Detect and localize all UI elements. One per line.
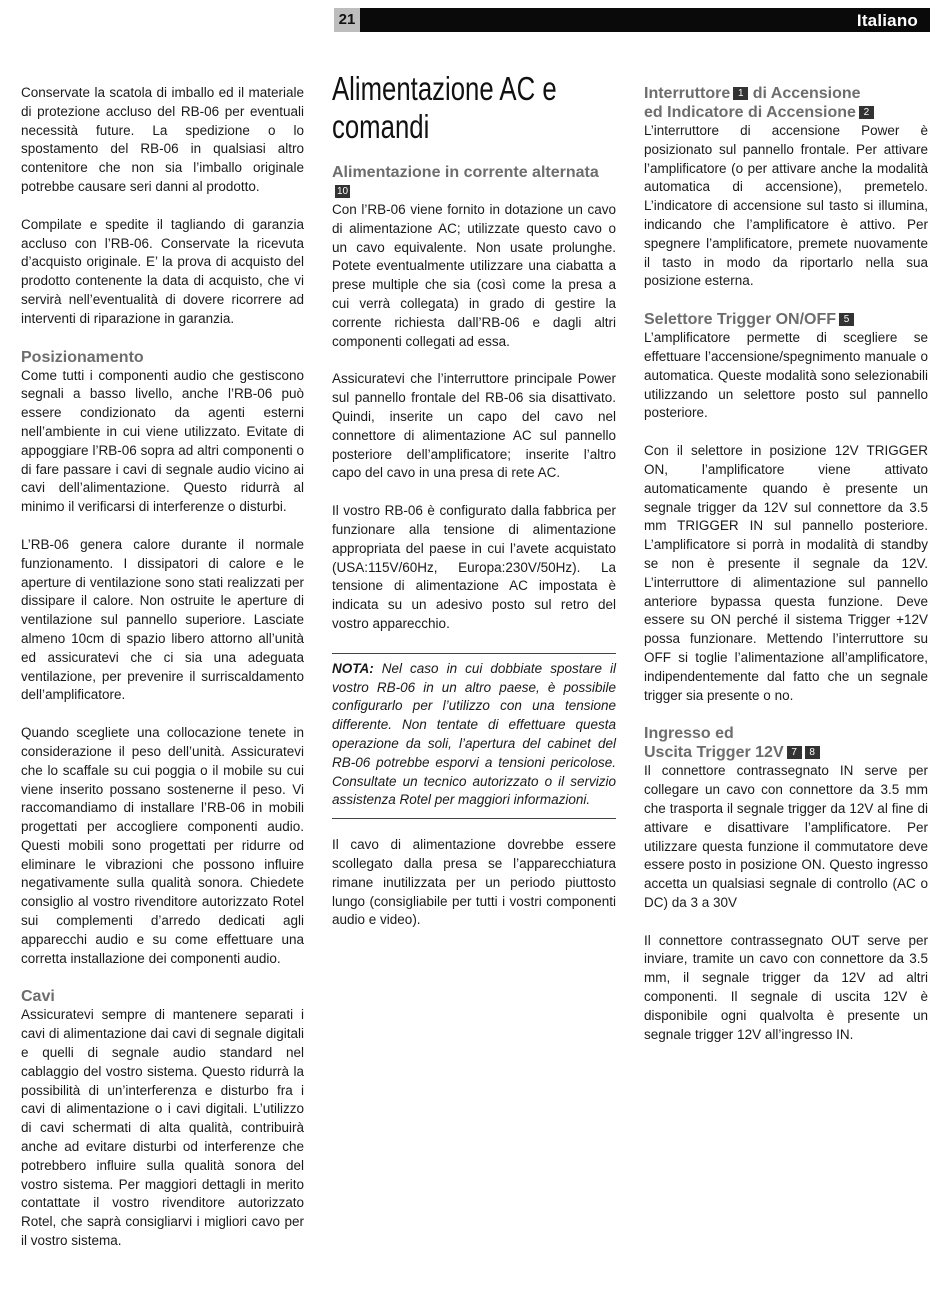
paragraph: Il vostro RB-06 è configurato dalla fabbrica per funzionare alla tensione di alimentazione appropriata del paese in cui l’avete acquistato (USA:115V/60Hz, Europa:230V/50Hz). La tensione di alimentazione AC impostata è indicata su un adesivo posto sul retro del vostro apparecchio. [332, 503, 616, 631]
note-box [332, 653, 616, 819]
page-title: Alimentazione AC e comandi [332, 70, 557, 145]
callout-number-badge: 5 [839, 313, 854, 326]
paragraph: L’interruttore di accensione Power è posizionato sul pannello frontale. Per attivare l’amplificatore (o per attivare anche la modalità automatica di accensione), premetelo. L’indicatore di accensione sul tasto si illumina, indicando che l’amplificatore è attivo. Per spegnere l’amplificatore, premete nuovamente il tasto in modo da riportarlo nella sua posizione esterna. [644, 123, 928, 289]
paragraph: Assicuratevi sempre di mantenere separati i cavi di alimentazione dai cavi di segnale digitali e quelli di segnale audio standard nel cablaggio del vostro sistema. Questo ridurrà la possibilità di un’interferenza e disturbo fra i cavi di alimentazione o i cavi digitali. L’utilizzo di cavi schermati di alta qualità, contribuirà anche ad evitare disturbi od interferenze che potrebbero influire sulla qualità sonora del vostro sistema. Per maggiori dettagli in merito contattate il vostro rivenditore autorizzato Rotel, che saprà consigliarvi i migliori cavo per il vostro sistema. [21, 1007, 304, 1249]
note-label: NOTA: [332, 660, 374, 676]
callout-number-badge: 1 [733, 87, 748, 100]
heading-text: Interruttore [644, 85, 731, 102]
heading-text: ed Indicatore di Accensione [644, 104, 856, 121]
section-heading-trigger-io [644, 724, 928, 762]
paragraph: Conservate la scatola di imballo ed il materiale di protezione accluso del RB-06 per eventuali necessità future. La spedizione o lo spostamento del RB-06 in qualsiasi altro contenitore che non sia l’imballo originale potrebbe causare seri danni al prodotto. [21, 85, 304, 194]
section-heading-power-switch [644, 84, 928, 122]
header-bar [334, 8, 930, 32]
paragraph: L’amplificatore permette di scegliere se effettuare l’accensione/spegnimento manuale o automatica. Queste modalità sono selezionabili utilizzando un selettore posto sul pannello posteriore. [644, 330, 928, 421]
note-paragraph [332, 660, 616, 810]
right-column [644, 84, 928, 1063]
note-text: Nel caso in cui dobbiate spostare il vostro RB-06 in un altro paese, è possibile configurarlo per l’utilizzo con una tensione differente. Non tentate di effettuare questa operazione da soli, l’apertura del cabinet del RB-06 potrebbe esporvi a tensioni pericolose. Consultate un tecnico autorizzato o il servizio assistenza Rotel per maggiori informazioni. [332, 660, 616, 808]
page-number: 21 [334, 8, 360, 32]
section-heading-trigger-selector [644, 310, 928, 329]
paragraph: Con il selettore in posizione 12V TRIGGER ON, l’amplificatore viene attivato automaticamente quando è presente un segnale trigger da 12V sul connettore da 3.5 mm TRIGGER IN sul pannello posteriore. L’amplificatore si porrà in modalità di standby se non è presente il segnale da 12V. L’interruttore di alimentazione sul pannello anteriore bypassa questa funzione. Deve essere su ON perché il sistema Trigger +12V possa funzionare. Mettendo l’interruttore su OFF si toglie l’alimentazione all’amplificatore, indipendentemente dal fatto che un segnale trigger sia presente o no. [644, 443, 928, 703]
left-column [21, 84, 304, 1270]
middle-column [332, 70, 616, 949]
heading-text: Selettore Trigger ON/OFF [644, 311, 837, 329]
section-heading-positioning: Posizionamento [21, 348, 144, 366]
section-heading-ac-power [332, 163, 616, 201]
paragraph: Con l’RB-06 viene fornito in dotazione un cavo di alimentazione AC; utilizzate questo cavo o un cavo equivalente. Non usate prolunghe. Potete eventualmente utilizzare una ciabatta a prese multiple che sia (così come la presa a cui verrà collegata) in grado di gestire la corrente richiesta dall’RB-06 e dagli altri componenti collegati ad essa. [332, 202, 616, 349]
paragraph: Il cavo di alimentazione dovrebbe essere scollegato dalla presa se l’apparecchiatura rimane inutilizzata per un periodo piuttosto lungo (consigliabile per tutti i vostri componenti audio e video). [332, 837, 616, 928]
paragraph: Compilate e spedite il tagliando di garanzia accluso con l’RB-06. Conservate la ricevuta d’acquisto originale. E’ la prova di acquisto del prodotto contenente la data di acquisto, che vi servirà nell’eventualità di dovere ricorrere ad interventi di riparazione in garanzia. [21, 216, 304, 326]
paragraph: L’RB-06 genera calore durante il normale funzionamento. I dissipatori di calore e le aperture di ventilazione sono stati realizzati per dissipare il calore. Non ostruite le aperture di ventilazione sul pannello superiore. Lasciate almeno 10cm di spazio libero attorno all’unità ed assicuratevi che ci sia una adeguata ventilazione, per prevenire il surriscaldamento dell’amplificatore. [21, 536, 304, 703]
heading-text: Alimentazione in corrente alternata [332, 164, 599, 181]
callout-number-badge: 8 [805, 746, 820, 759]
paragraph: Il connettore contrassegnato IN serve per collegare un cavo con connettore da 3.5 mm che trasporta il segnale trigger da 12V al fine di attivare e disattivare l’amplificatore. Per utilizzare questa funzione il commutatore deve essere posto in posizione ON. Questo ingresso accetta un qualsiasi segnale di controllo (AC o DC) da 3 a 30V [644, 763, 928, 910]
callout-number-badge: 7 [787, 746, 802, 759]
language-label: Italiano [856, 11, 918, 30]
heading-text: di Accensione [752, 85, 861, 102]
section-heading-cables: Cavi [21, 988, 55, 1006]
paragraph: Quando scegliete una collocazione tenete in considerazione il peso dell’unità. Assicuratevi che lo scaffale su cui poggia o il mobile su cui viene inserito possano sostenerne il peso. Vi raccomandiamo di installare l’RB-06 in mobili progettati per accogliere componenti audio. Questi mobili sono progettati per ridurre od eliminare le vibrazioni che possono influire negativamente sulla qualità sonora. Chiedete consiglio al vostro rivenditore autorizzato Rotel sui complementi d’arredo dedicati agli apparecchi audio e su come effettuare una corretta installazione dei componenti audio. [21, 725, 304, 966]
heading-text: Uscita Trigger 12V [644, 744, 784, 762]
callout-number-badge: 2 [859, 106, 874, 119]
heading-text: Ingresso ed [644, 725, 734, 743]
paragraph: Il connettore contrassegnato OUT serve per inviare, tramite un cavo con connettore da 3.5 mm, il segnale trigger da 12V ad altri componenti. Il segnale di uscita 12V è disponibile ogni qualvolta è presente un segnale trigger 12V all’ingresso IN. [644, 932, 928, 1042]
paragraph: Assicuratevi che l’interruttore principale Power sul pannello frontale del RB-06 sia disattivato. Quindi, inserite un capo del cavo nel connettore di alimentazione AC sul pannello posteriore dell’amplificatore; inserite l’altro capo del cavo in una presa di rete AC. [332, 371, 616, 481]
callout-number-badge: 10 [336, 186, 349, 197]
paragraph: Come tutti i componenti audio che gestiscono segnali a basso livello, anche l’RB-06 può essere condizionato da agenti esterni nell’ambiente in cui viene utilizzato. Evitate di appoggiare l’RB-06 sopra ad altri componenti o di fare passare i cavi di segnale audio vicino ai cavi dell’alimentazione. Questo ridurrà al minimo il verificarsi di interferenze o disturbi. [21, 367, 304, 515]
